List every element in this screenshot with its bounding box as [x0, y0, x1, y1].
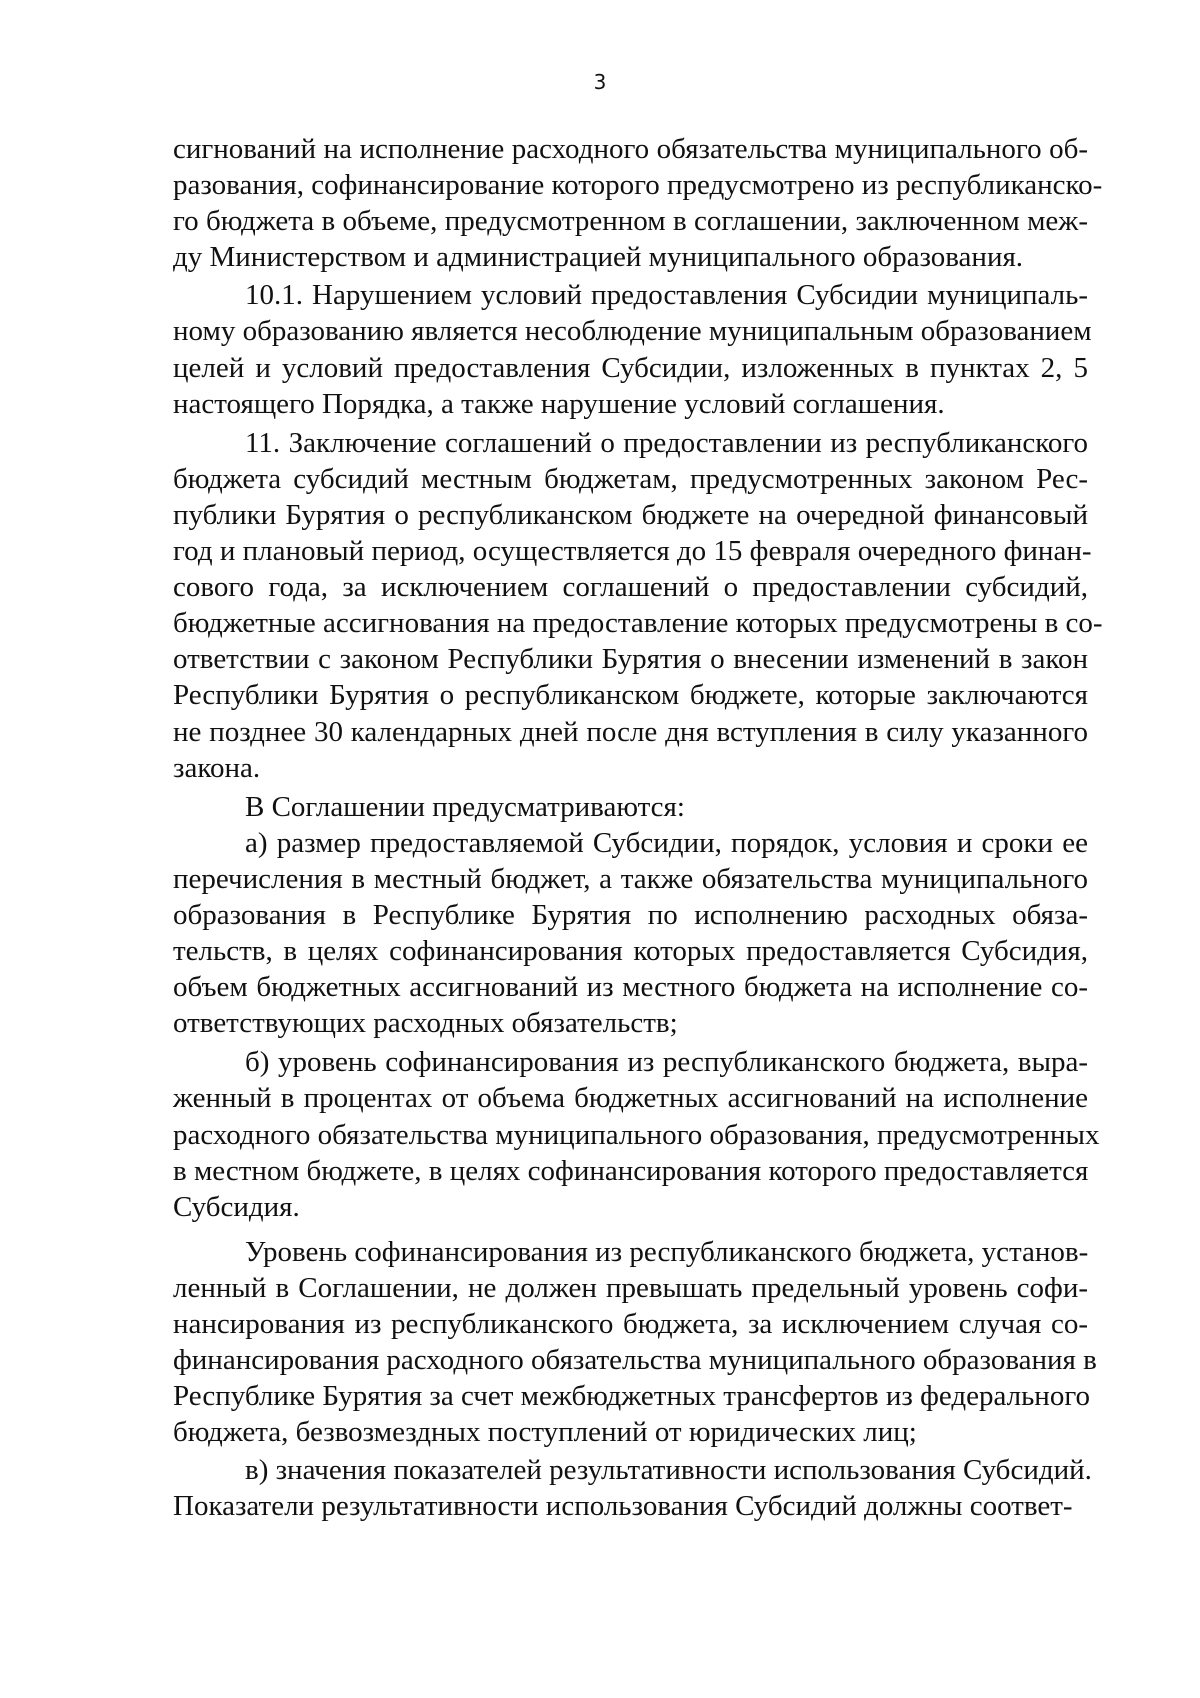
text-line: настоящего Порядка, а также нарушение условий соглашения.	[173, 387, 945, 420]
document-body	[173, 131, 1103, 1525]
text-line: 11. Заключение соглашений о предоставлении из республиканского	[245, 426, 1088, 459]
text-line: бюджета, безвозмездных поступлений от юридических лиц;	[173, 1416, 917, 1449]
paragraph-p8	[173, 1452, 1092, 1524]
paragraph-p7	[173, 1234, 1097, 1451]
text-line: в) значения показателей результативности использования Субсидий.	[245, 1454, 1092, 1487]
text-line: не позднее 30 календарных дней после дня вступления в силу указанного	[173, 715, 1088, 748]
text-line: финансирования расходного обязательства муниципального образования в	[173, 1344, 1097, 1377]
text-line: ному образованию является несоблюдение муниципальным образованием	[173, 315, 1092, 348]
paragraph-p1	[173, 131, 1103, 275]
text-line: Уровень софинансирования из республиканского бюджета, установ-	[245, 1235, 1089, 1268]
text-line: ду Министерством и администрацией муниципального образования.	[173, 241, 1024, 274]
text-line: закона.	[173, 751, 261, 784]
text-line: Субсидия.	[173, 1190, 300, 1223]
text-line: Республики Бурятия о республиканском бюджете, которые заключаются	[173, 679, 1088, 712]
text-line: 10.1. Нарушением условий предоставления Субсидии муниципаль-	[245, 279, 1088, 312]
paragraph-p3	[173, 425, 1103, 786]
text-line: а) размер предоставляемой Субсидии, порядок, условия и сроки ее	[245, 826, 1088, 859]
page-number: 3	[593, 70, 607, 94]
text-line: расходного обязательства муниципального образования, предусмотренных	[173, 1118, 1100, 1151]
text-line: объем бюджетных ассигнований из местного бюджета на исполнение со-	[173, 971, 1088, 1004]
text-line: бюджета субсидий местным бюджетам, предусмотренных законом Рес-	[173, 462, 1088, 495]
paragraph-p5	[173, 825, 1088, 1042]
paragraph-p2	[173, 277, 1092, 421]
text-line: в местном бюджете, в целях софинансирования которого предоставляется	[173, 1154, 1089, 1187]
text-line: бюджетные ассигнования на предоставление которых предусмотрены в со-	[173, 607, 1103, 640]
text-line: ответствующих расходных обязательств;	[173, 1007, 678, 1040]
text-line: целей и условий предоставления Субсидии, изложенных в пунктах 2, 5	[173, 351, 1088, 384]
text-line: перечисления в местный бюджет, а также обязательства муниципального	[173, 862, 1088, 895]
text-line: год и плановый период, осуществляется до 15 февраля очередного финан-	[173, 535, 1092, 568]
text-line: В Соглашении предусматриваются:	[245, 790, 685, 823]
text-line: тельств, в целях софинансирования которых предоставляется Субсидия,	[173, 935, 1088, 968]
text-line: публики Бурятия о республиканском бюджете на очередной финансовый	[173, 498, 1088, 531]
text-line: ленный в Соглашении, не должен превышать предельный уровень софи-	[173, 1271, 1088, 1304]
text-line: сигнований на исполнение расходного обязательства муниципального об-	[173, 133, 1088, 165]
text-line: Показатели результативности использования Субсидий должны соответ-	[173, 1490, 1073, 1523]
text-line: разования, софинансирование которого предусмотрено из республиканско-	[173, 169, 1103, 202]
paragraph-p4	[173, 789, 1088, 825]
text-line: образования в Республике Бурятия по исполнению расходных обяза-	[173, 898, 1088, 931]
text-line: ответствии с законом Республики Бурятия о внесении изменений в закон	[173, 643, 1088, 676]
text-line: женный в процентах от объема бюджетных ассигнований на исполнение	[173, 1082, 1088, 1115]
text-line: нансирования из республиканского бюджета, за исключением случая со-	[173, 1308, 1088, 1340]
paragraph-p6	[173, 1044, 1100, 1224]
text-line: го бюджета в объеме, предусмотренном в соглашении, заключенном меж-	[173, 205, 1088, 238]
text-line: б) уровень софинансирования из республиканского бюджета, выра-	[245, 1046, 1088, 1079]
text-line: Республике Бурятия за счет межбюджетных трансфертов из федерального	[173, 1380, 1090, 1413]
text-line: сового года, за исключением соглашений о предоставлении субсидий,	[173, 571, 1088, 604]
